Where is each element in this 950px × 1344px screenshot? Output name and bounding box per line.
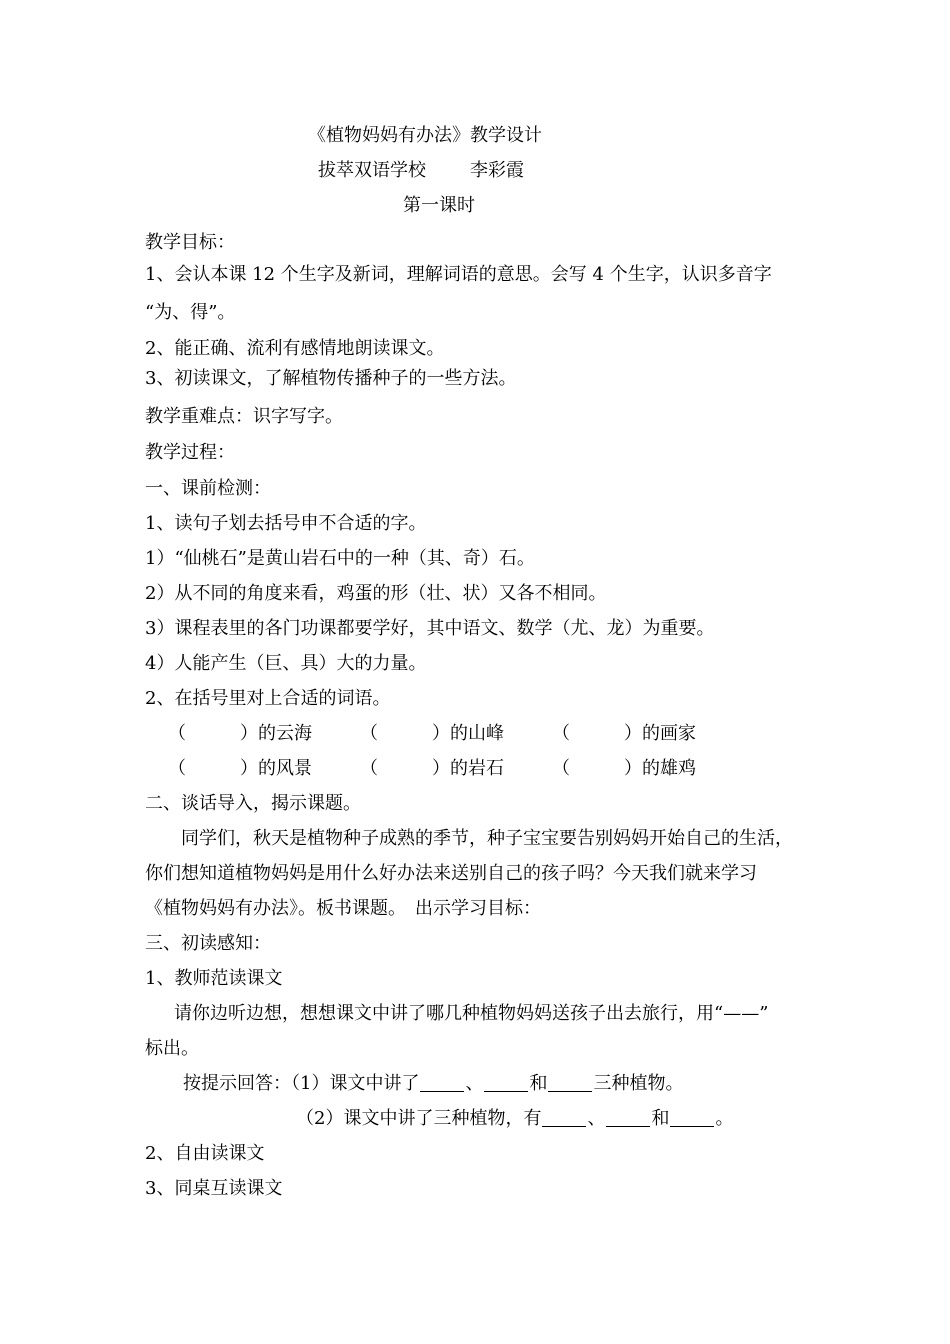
lesson-label: 第一课时	[403, 195, 475, 216]
sentence-2: 2）从不同的角度来看，鸡蛋的形（壮、状）又各不相同。	[145, 583, 607, 604]
objective-1-line-1: 1、会认本课 12 个生字及新词，理解词语的意思。会写 4 个生字，认识多音字	[145, 264, 772, 285]
objective-2: 2、能正确、流利有感情地朗读课文。	[145, 338, 445, 359]
prompt-1	[183, 1072, 683, 1096]
word-match-item: （ ）的山峰	[360, 723, 504, 744]
objective-3: 3、初读课文，了解植物传播种子的一些方法。	[145, 368, 517, 389]
section-3-heading: 三、初读感知：	[145, 933, 271, 954]
word-match-item: （ ）的风景	[168, 758, 312, 779]
step-2: 2、自由读课文	[145, 1143, 265, 1164]
prompt-1-text: 按提示回答：（1）课文中讲了	[183, 1073, 420, 1094]
intro-paragraph-line-3: 《植物妈妈有办法》。板书课题。 出示学习目标：	[145, 898, 541, 919]
objectives-heading: 教学目标：	[145, 232, 235, 253]
separator: 、	[465, 1073, 484, 1094]
prompt-1-end: 三种植物。	[593, 1073, 684, 1094]
document-title: 《植物妈妈有办法》教学设计	[308, 125, 542, 146]
conjunction: 和	[529, 1073, 548, 1094]
school-name: 拔萃双语学校	[318, 160, 426, 181]
sentence-3: 3）课程表里的各门功课都要学好，其中语文、数学（尤、龙）为重要。	[145, 618, 715, 639]
answer-blank[interactable]	[542, 1108, 586, 1127]
process-heading: 教学过程：	[145, 442, 235, 463]
word-match-row-2	[168, 757, 696, 781]
separator: 、	[587, 1108, 606, 1129]
word-match-item: （ ）的画家	[552, 723, 696, 744]
instruction-line-2: 标出。	[145, 1038, 199, 1059]
prompt-2-text: （2）课文中讲了三种植物，有	[296, 1108, 542, 1129]
section-1-task-1: 1、读句子划去括号申不合适的字。	[145, 513, 427, 534]
intro-paragraph-line-1: 同学们，秋天是植物种子成熟的季节，种子宝宝要告别妈妈开始自己的生活，	[181, 828, 793, 849]
sentence-1: 1）“仙桃石”是黄山岩石中的一种（其、奇）石。	[145, 548, 535, 569]
section-1-heading: 一、课前检测：	[145, 478, 271, 499]
answer-blank[interactable]	[484, 1073, 528, 1092]
answer-blank[interactable]	[670, 1108, 714, 1127]
step-3: 3、同桌互读课文	[145, 1178, 283, 1199]
word-match-item: （ ）的雄鸡	[552, 758, 696, 779]
instruction-line-1: 请你边听边想，想想课文中讲了哪几种植物妈妈送孩子出去旅行，用“——”	[174, 1003, 769, 1024]
step-1: 1、教师范读课文	[145, 968, 283, 989]
prompt-2	[296, 1107, 733, 1131]
prompt-2-end: 。	[715, 1108, 734, 1129]
word-match-item: （ ）的岩石	[360, 758, 504, 779]
section-1-task-2: 2、在括号里对上合适的词语。	[145, 688, 391, 709]
author-name: 李彩霞	[470, 160, 524, 181]
section-2-heading: 二、谈话导入，揭示课题。	[145, 793, 361, 814]
sentence-4: 4）人能产生（巨、具）大的力量。	[145, 653, 427, 674]
answer-blank[interactable]	[420, 1073, 464, 1092]
word-match-item: （ ）的云海	[168, 723, 312, 744]
intro-paragraph-line-2: 你们想知道植物妈妈是用什么好办法来送别自己的孩子吗？今天我们就来学习	[145, 863, 757, 884]
objective-1-line-2: “为、得”。	[145, 302, 236, 323]
word-match-row-1	[168, 722, 696, 746]
answer-blank[interactable]	[606, 1108, 650, 1127]
key-points: 教学重难点：识字写字。	[145, 406, 343, 427]
answer-blank[interactable]	[548, 1073, 592, 1092]
conjunction: 和	[651, 1108, 670, 1129]
